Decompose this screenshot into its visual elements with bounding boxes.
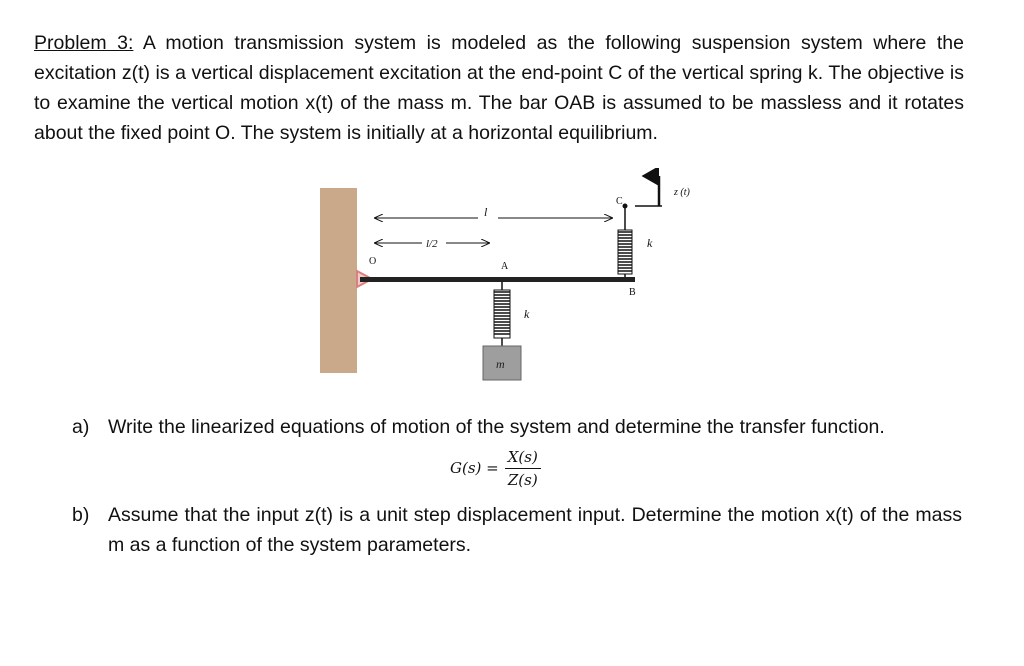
label-a: A	[501, 261, 509, 272]
label-l: l	[484, 205, 488, 219]
formula-fraction	[505, 448, 541, 489]
formula-denominator: Z(s)	[507, 470, 538, 489]
problem-text: A motion transmission system is modeled as the following suspension system where the excitation z(t) is a vertical displacement excitation at the end-point C of the vertical spring k. The objective is to examine the vertical motion x(t) of the mass m. The bar OAB is assumed to be massless and it rotates about the fixed point O. The system is initially at a horizontal equilibrium.	[34, 32, 964, 144]
spring-bottom	[494, 282, 510, 346]
label-excitation: z (t)	[674, 187, 690, 198]
diagram-svg	[300, 168, 730, 400]
question-b-letter: b)	[72, 504, 90, 526]
label-k-bottom: k	[524, 307, 530, 321]
problem-label: Problem 3:	[34, 32, 134, 54]
transfer-function-formula	[450, 445, 541, 491]
fixed-wall	[320, 188, 357, 373]
formula-numerator: X(s)	[505, 448, 541, 469]
question-a	[72, 412, 962, 442]
formula-lhs: G(s) =	[450, 459, 499, 477]
label-o: O	[369, 256, 377, 267]
question-b-text: Assume that the input z(t) is a unit step displacement input. Determine the motion x(t) of the mass m as a function of the system parameters.	[108, 504, 962, 556]
problem-statement	[34, 28, 964, 148]
label-mass: m	[496, 357, 505, 371]
question-b	[72, 500, 962, 560]
label-k-top: k	[647, 236, 653, 250]
suspension-diagram	[300, 168, 730, 400]
bar-oab	[360, 277, 635, 282]
label-half-l: l/2	[426, 238, 438, 250]
question-a-text: Write the linearized equations of motion of the system and determine the transfer function.	[108, 416, 885, 438]
label-c: C	[616, 196, 623, 207]
label-b: B	[629, 287, 636, 298]
spring-top	[618, 204, 632, 278]
question-a-letter: a)	[72, 416, 90, 438]
